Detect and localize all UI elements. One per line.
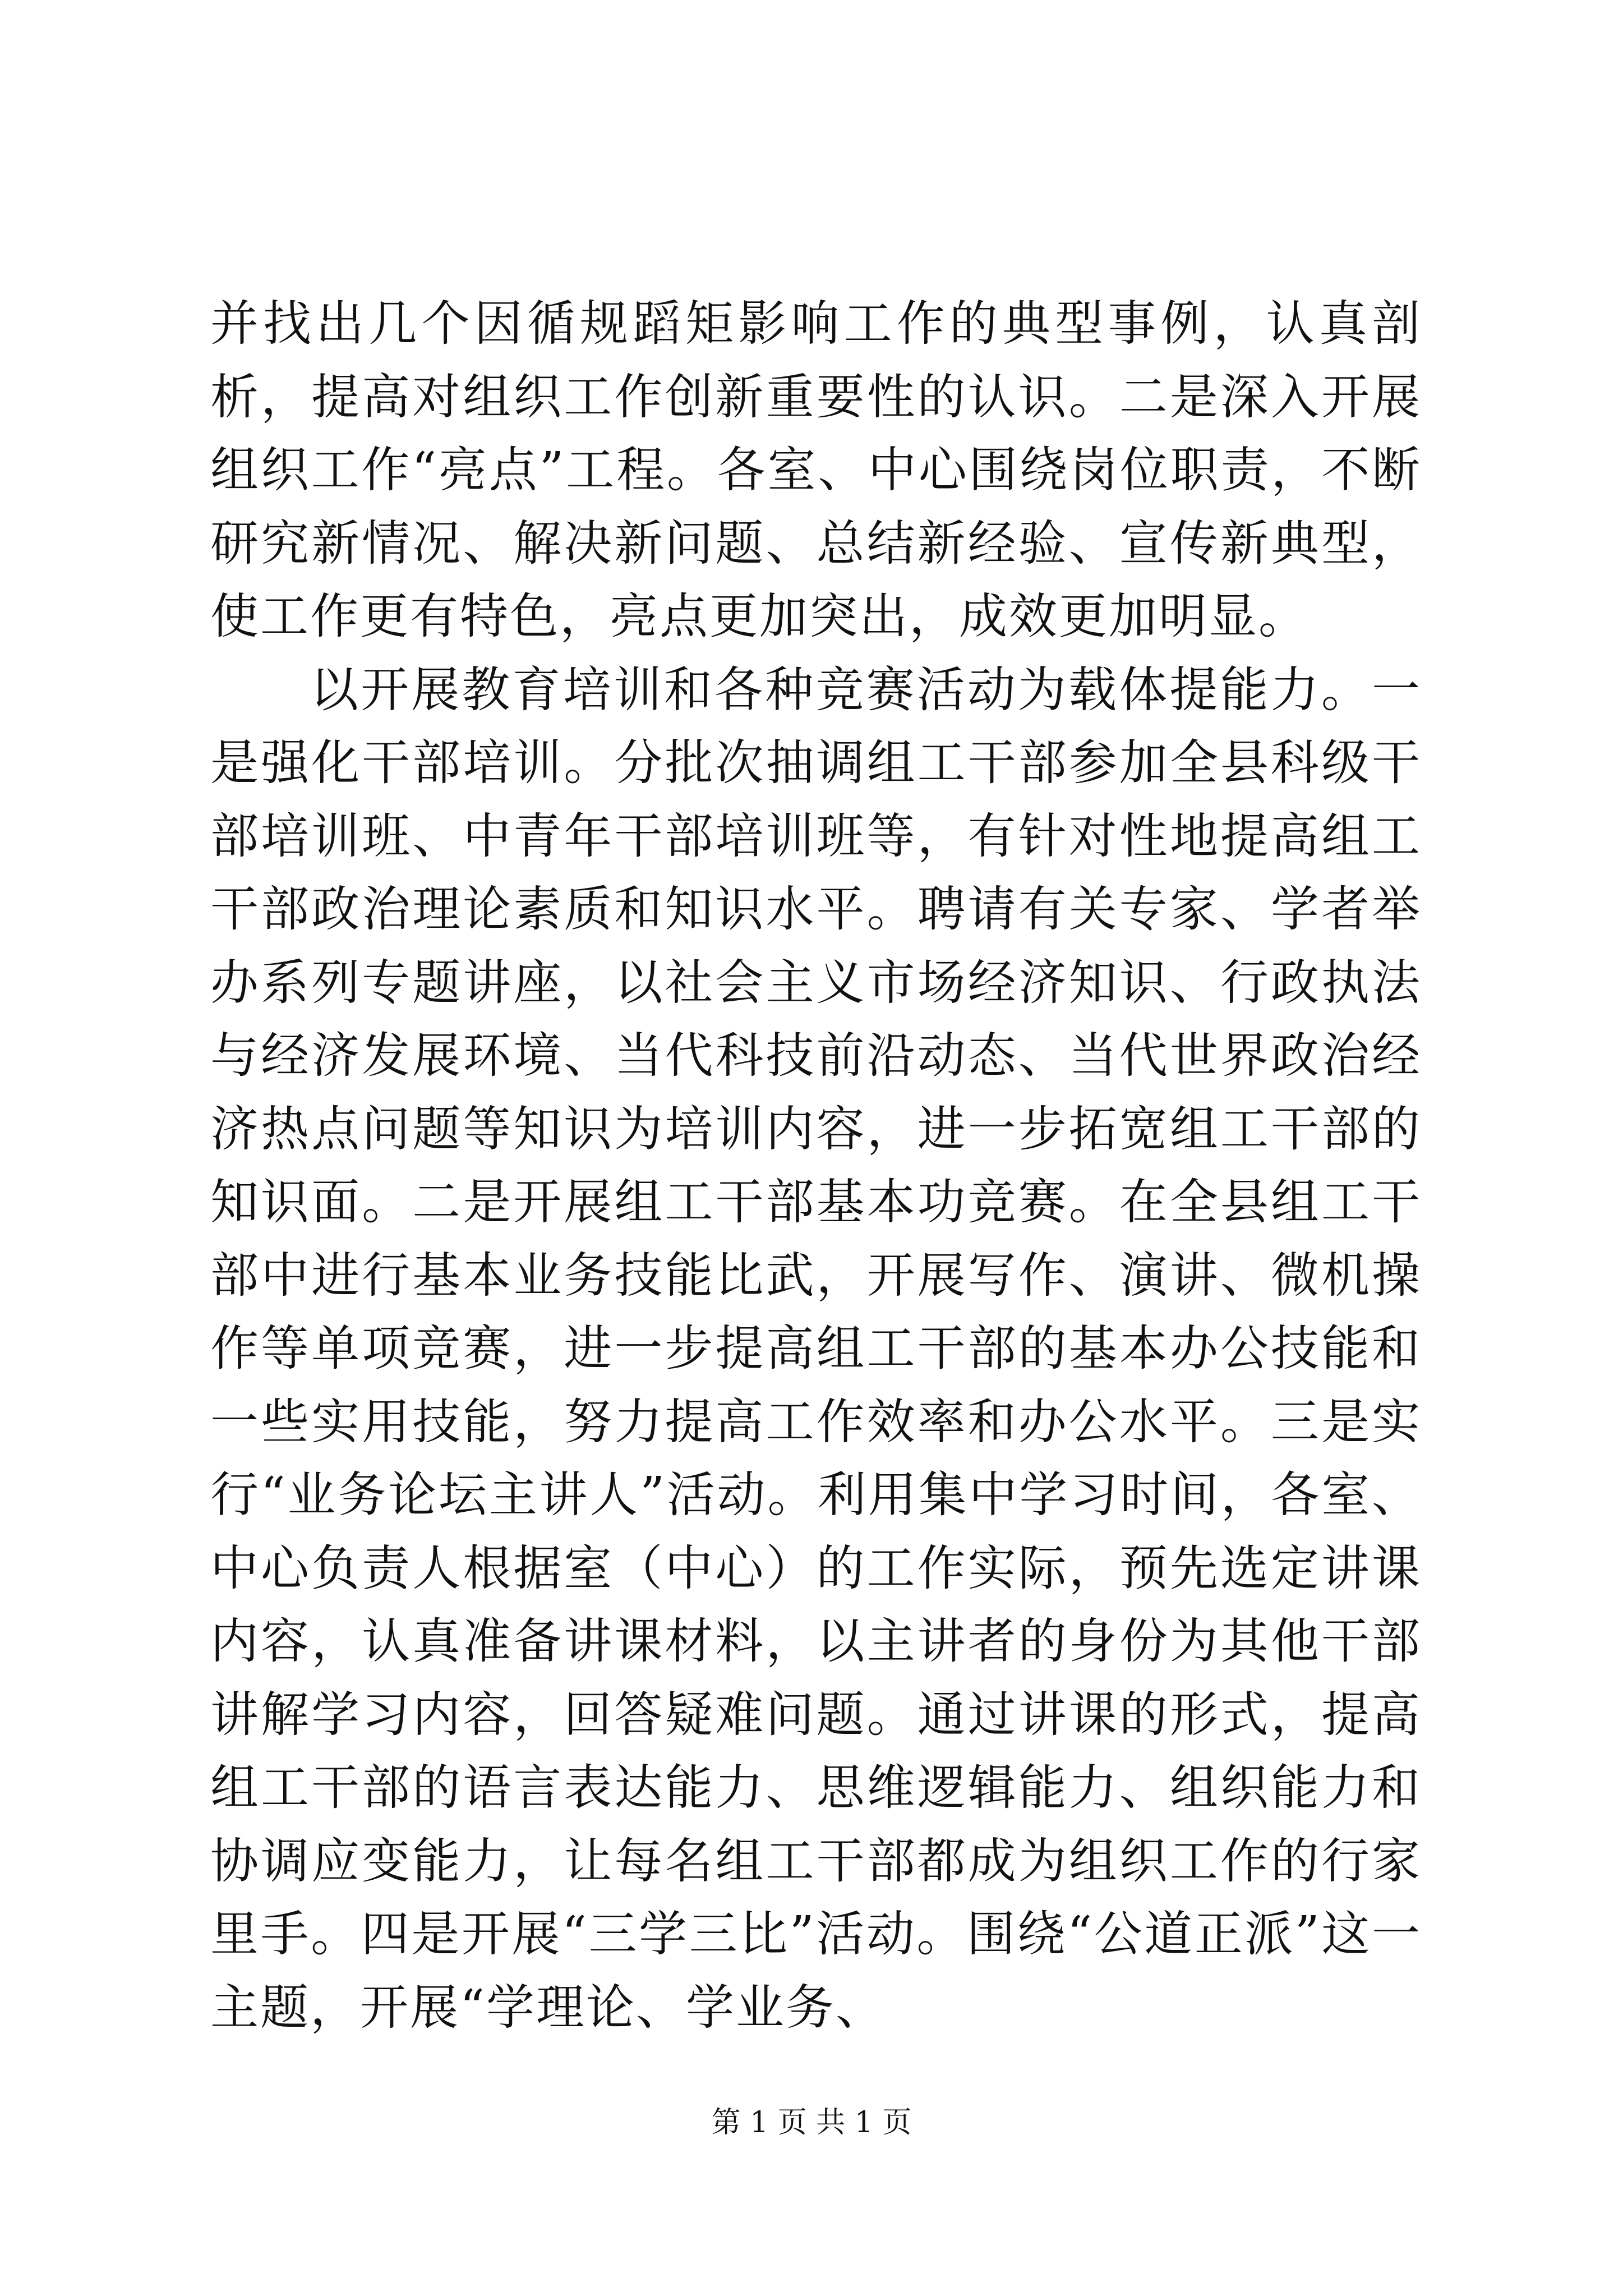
paragraph-training: 以开展教育培训和各种竞赛活动为载体提能力。一是强化干部培训。分批次抽调组工干部参加全县科级干部培训班、中青年干部培训班等，有针对性地提高组工干部政治理论素质和知识水平。聘请有关专家、学者举办系列专题讲座，以社会主义市场经济知识、行政执法与经济发展环境、当代科技前沿动态、当代世界政治经济热点问题等知识为培训内容，进一步拓宽组工干部的知识面。二是开展组工干部基本功竞赛。在全县组工干部中进行基本业务技能比武，开展写作、演讲、微机操作等单项竞赛，进一步提高组工干部的基本办公技能和一些实用技能，努力提高工作效率和办公水平。三是实行“业务论坛主讲人”活动。利用集中学习时间，各室、中心负责人根据室（中心）的工作实际，预先选定讲课内容，认真准备讲课材料，以主讲者的身份为其他干部讲解学习内容，回答疑难问题。通过讲课的形式，提高组工干部的语言表达能力、思维逻辑能力、组织能力和协调应变能力，让每名组工干部都成为组织工作的行家里手。四是开展“三学三比”活动。围绕“公道正派”这一主题，开展“学理论、学业务、 [210, 661, 1422, 2036]
page-number-label: 第 1 页 共 1 页 [711, 2106, 912, 2139]
paragraph-continuation: 并找出几个因循规蹈矩影响工作的典型事例，认真剖析，提高对组织工作创新重要性的认识。二是深入开展组织工作“亮点”工程。各室、中心围绕岗位职责，不断研究新情况、解决新问题、总结新经验、宣传新典型，使工作更有特色，亮点更加突出，成效更加明显。 [210, 296, 1422, 645]
page-footer [0, 2105, 1623, 2141]
document-body [210, 287, 1422, 2044]
